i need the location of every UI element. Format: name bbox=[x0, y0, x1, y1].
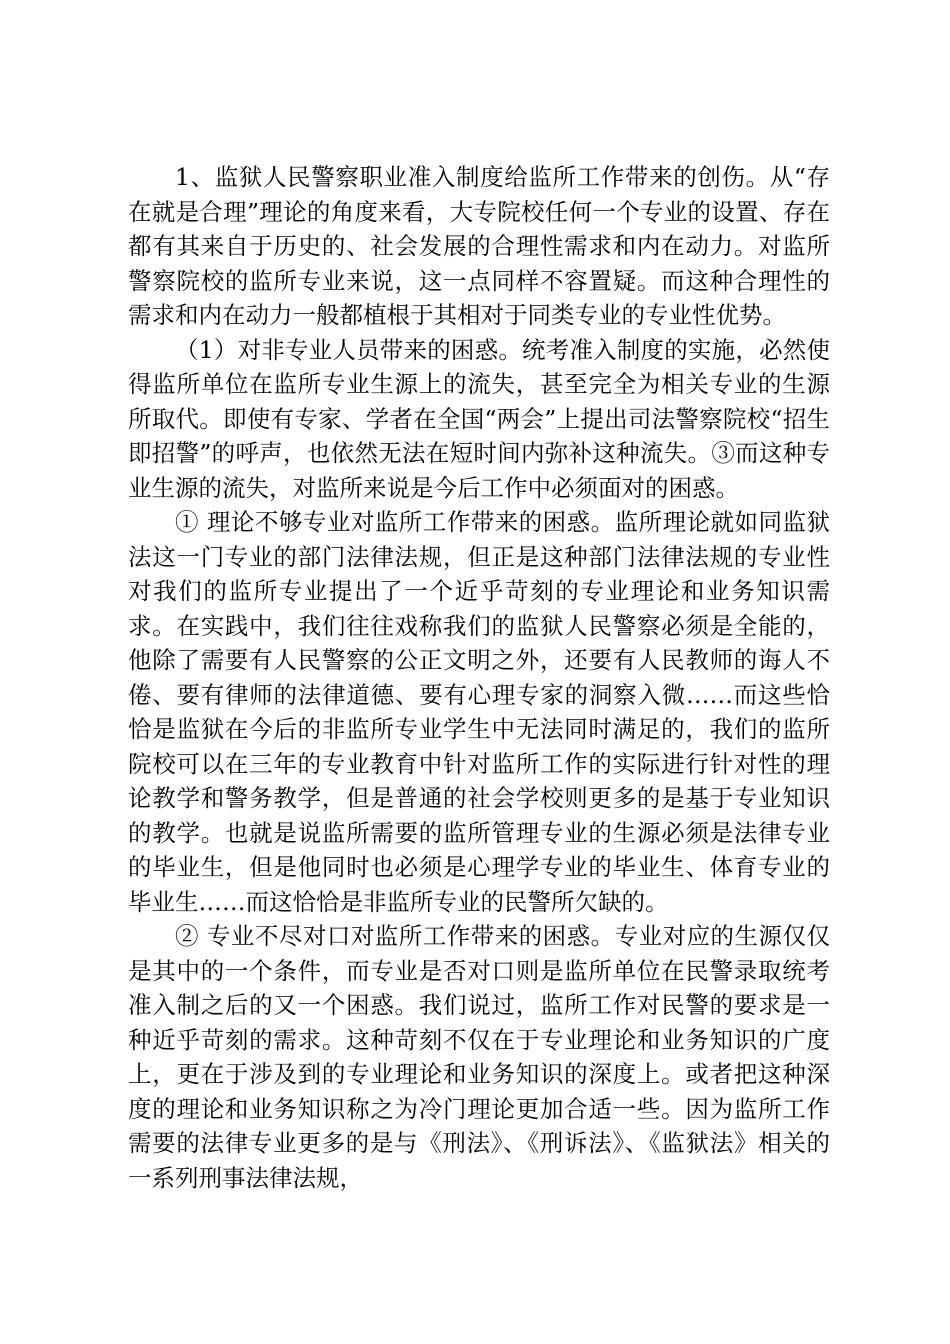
paragraph-section-1: 1、监狱人民警察职业准入制度给监所工作带来的创伤。从“存在就是合理”理论的角度来看，大专院校任何一个专业的设置、存在都有其来自于历史的、社会发展的合理性需求和内在动力。对监所警察院校的监所专业来说，这一点同样不容置疑。而这种合理性的需求和内在动力一般都植根于其相对于同类专业的专业性优势。 bbox=[128, 163, 830, 329]
document-page bbox=[128, 160, 830, 1195]
paragraph-item-1: ① 理论不够专业对监所工作带来的困惑。监所理论就如同监狱法这一门专业的部门法律法规，但正是这种部门法律法规的专业性对我们的监所专业提出了一个近乎苛刻的专业理论和业务知识需求。在实践中，我们往往戏称我们的监狱人民警察必须是全能的，他除了需要有人民警察的公正文明之外，还要有人民教师的诲人不倦、要有律师的法律道德、要有心理专家的洞察入微……而这些恰恰是监狱在今后的非监所专业学生中无法同时满足的，我们的监所院校可以在三年的专业教育中针对监所工作的实际进行针对性的理论教学和警务教学，但是普通的社会学校则更多的是基于专业知识的教学。也就是说监所需要的监所管理专业的生源必须是法律专业的毕业生，但是他同时也必须是心理学专业的毕业生、体育专业的毕业生……而这恰恰是非监所专业的民警所欠缺的。 bbox=[128, 508, 830, 916]
paragraph-subsection-1: （1）对非专业人员带来的困惑。统考准入制度的实施，必然使得监所单位在监所专业生源上的流失，甚至完全为相关专业的生源所取代。即使有专家、学者在全国“两会”上提出司法警察院校“招生即招警”的呼声，也依然无法在短时间内弥补这种流失。③而这种专业生源的流失，对监所来说是今后工作中必须面对的困惑。 bbox=[128, 335, 830, 502]
paragraph-item-2: ② 专业不尽对口对监所工作带来的困惑。专业对应的生源仅仅是其中的一个条件，而专业是否对口则是监所单位在民警录取统考准入制之后的又一个困惑。我们说过，监所工作对民警的要求是一种近乎苛刻的需求。这种苛刻不仅在于专业理论和业务知识的广度上，更在于涉及到的专业理论和业务知识的深度上。或者把这种深度的理论和业务知识称之为冷门理论更加合适一些。因为监所工作需要的法律专业更多的是与《刑法》、《刑诉法》、《监狱法》相关的一系列刑事法律法规， bbox=[128, 922, 830, 1192]
